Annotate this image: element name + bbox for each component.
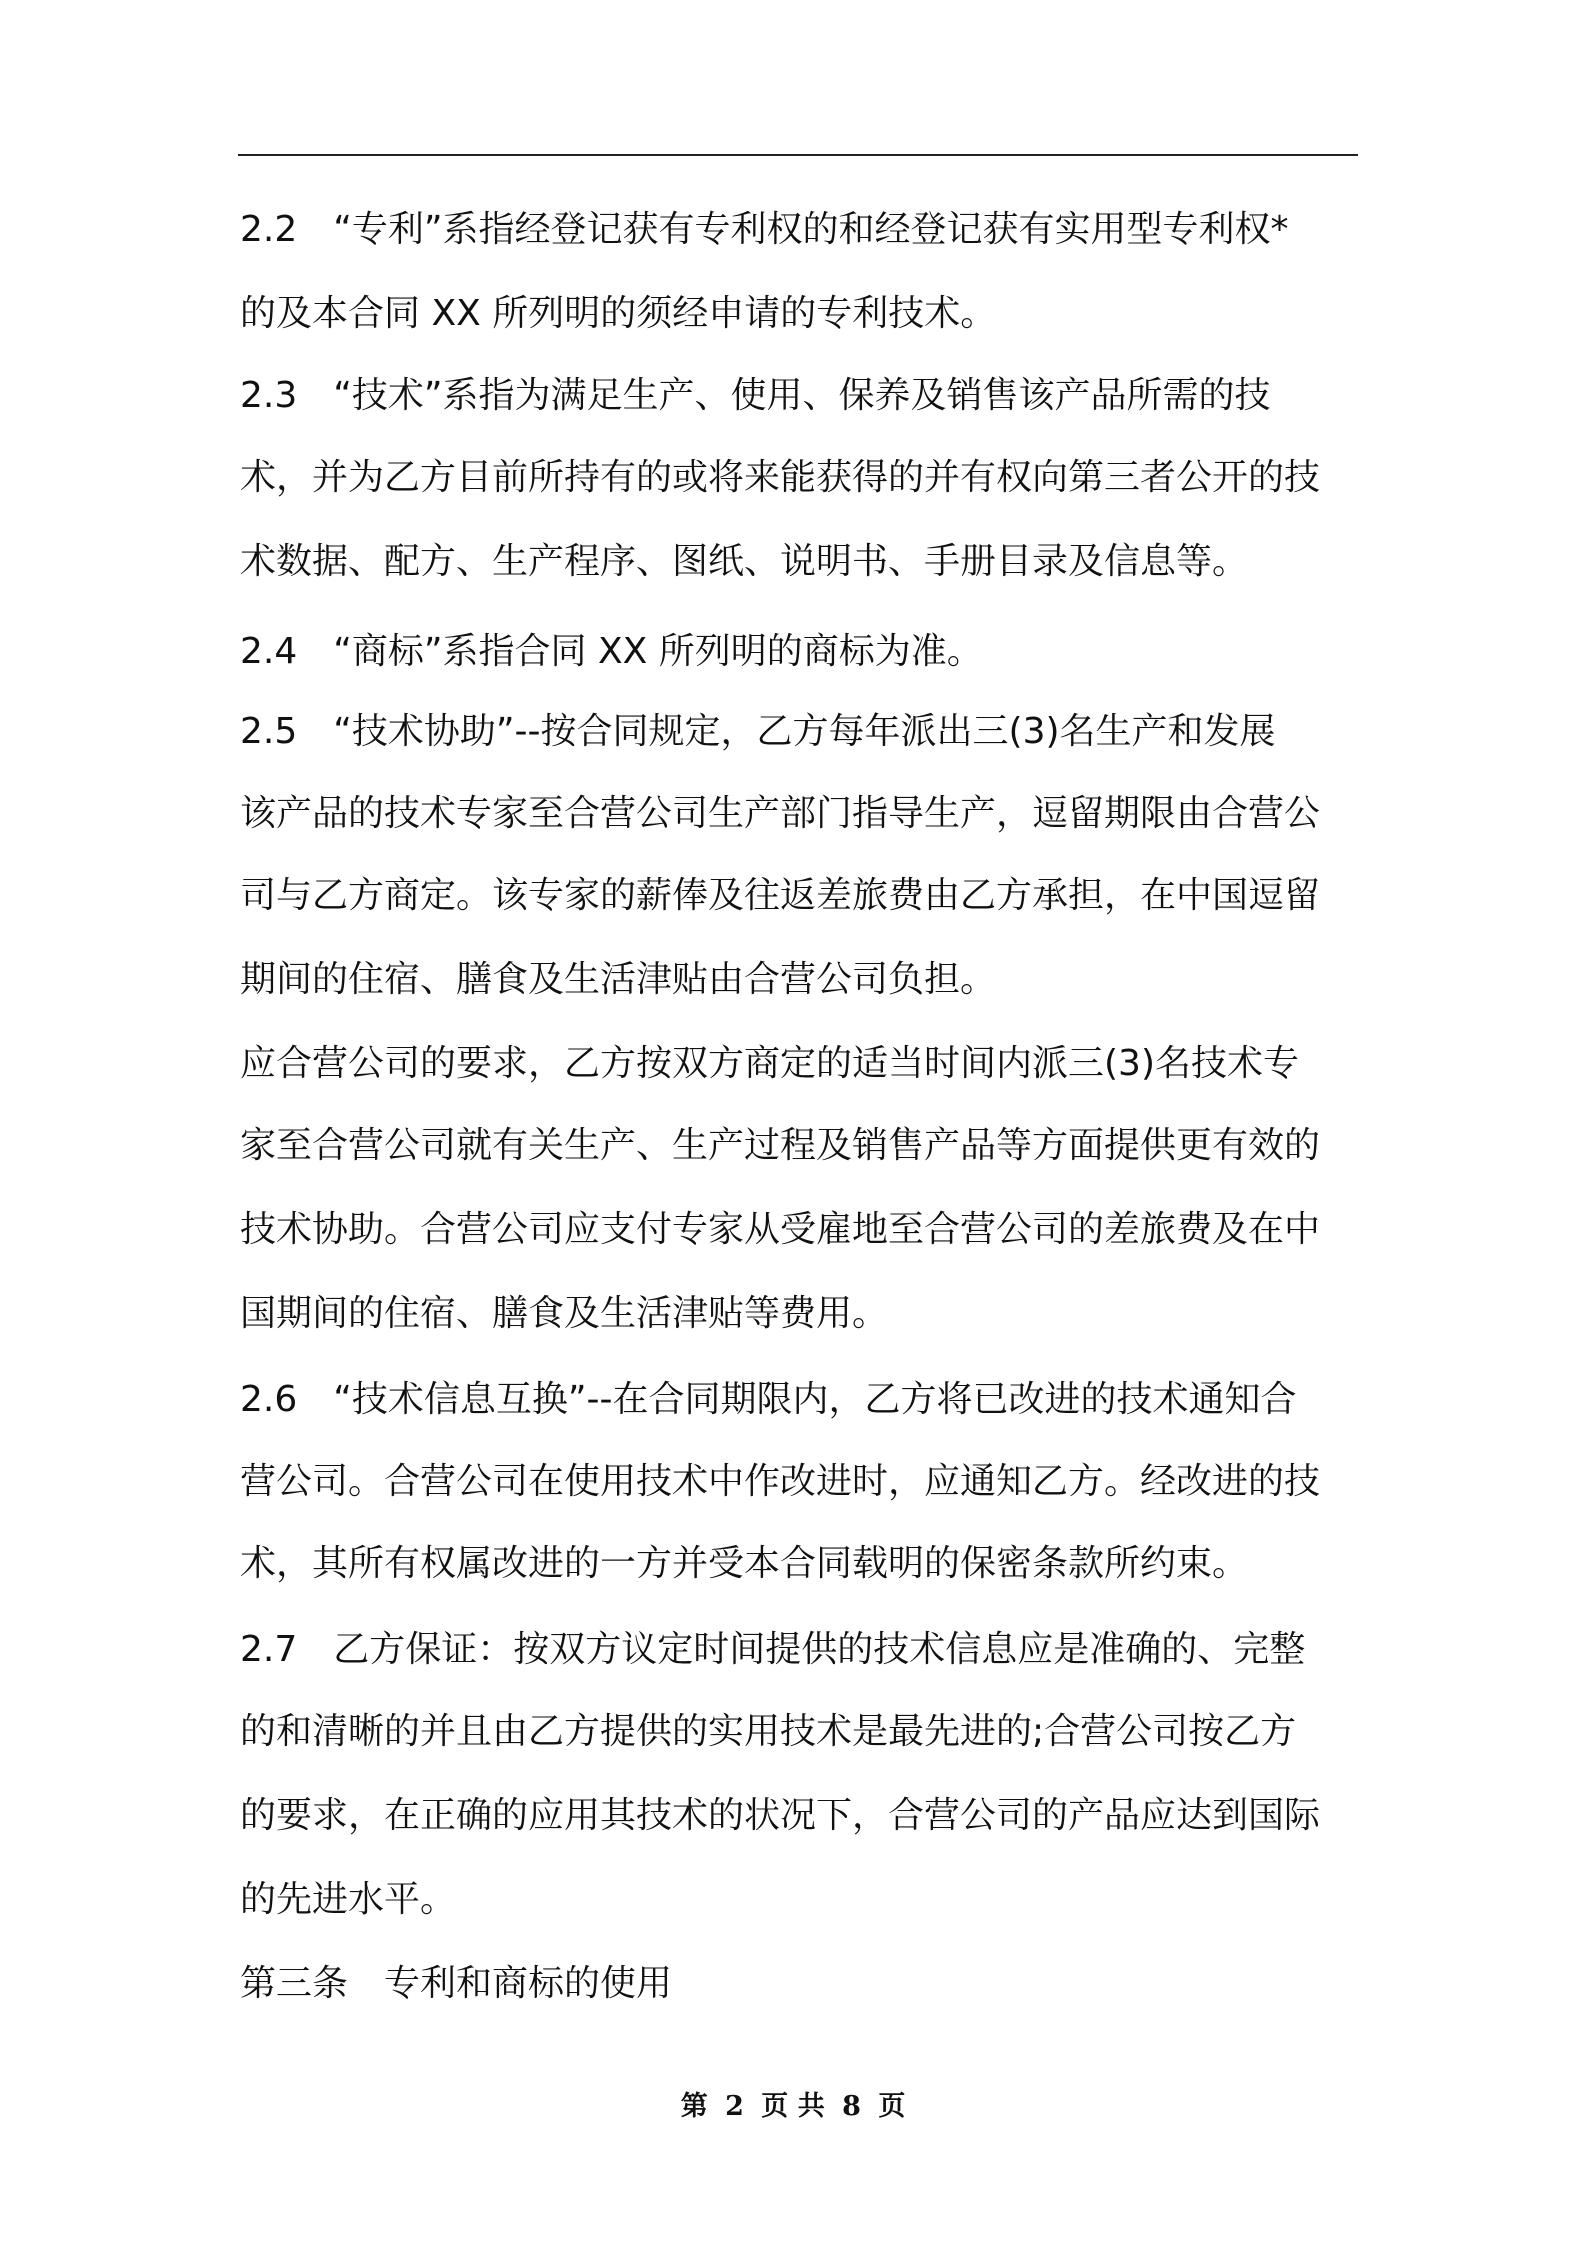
text-line: 术数据、配方、生产程序、图纸、说明书、手册目录及信息等。 [240,541,1249,582]
text-line: 2.2 “专利”系指经登记获有专利权的和经登记获有实用型专利权* [240,209,1289,250]
text-line: 应合营公司的要求，乙方按双方商定的适当时间内派三(3)名技术专 [240,1043,1299,1084]
footer-middle: 页 共 [761,2091,825,2122]
text-line: 国期间的住宿、膳食及生活津贴等费用。 [240,1293,889,1334]
text-line: 的及本合同 XX 所列明的须经申请的专利技术。 [240,293,997,334]
section-heading: 第三条 专利和商标的使用 [240,1963,673,2004]
text-line: 术，其所有权属改进的一方并受本合同载明的保密条款所约束。 [240,1543,1249,1584]
text-line: 家至合营公司就有关生产、生产过程及销售产品等方面提供更有效的 [240,1125,1321,1166]
page-number: 2 [725,2091,744,2122]
text-line: 2.6 “技术信息互换”--在合同期限内，乙方将已改进的技术通知合 [240,1379,1297,1420]
text-line: 2.7 乙方保证：按双方议定时间提供的技术信息应是准确的、完整 [240,1629,1306,1670]
text-line: 司与乙方商定。该专家的薪俸及往返差旅费由乙方承担，在中国逗留 [240,875,1321,916]
header-rule [238,154,1358,156]
text-line: 2.4 “商标”系指合同 XX 所列明的商标为准。 [240,631,983,672]
text-line: 的和清晰的并且由乙方提供的实用技术是最先进的;合营公司按乙方 [240,1711,1297,1752]
text-line: 技术协助。合营公司应支付专家从受雇地至合营公司的差旅费及在中 [240,1209,1321,1250]
page-footer [0,2090,1586,2124]
text-line: 的要求，在正确的应用其技术的状况下，合营公司的产品应达到国际 [240,1795,1321,1836]
text-line: 该产品的技术专家至合营公司生产部门指导生产，逗留期限由合营公 [240,793,1321,834]
footer-suffix: 页 [878,2091,906,2122]
text-line: 术，并为乙方目前所持有的或将来能获得的并有权向第三者公开的技 [240,457,1321,498]
page-total: 8 [842,2091,861,2122]
text-line: 营公司。合营公司在使用技术中作改进时，应通知乙方。经改进的技 [240,1461,1321,1502]
text-line: 期间的住宿、膳食及生活津贴由合营公司负担。 [240,959,997,1000]
text-line: 的先进水平。 [240,1879,457,1920]
footer-prefix: 第 [680,2091,708,2122]
text-line: 2.3 “技术”系指为满足生产、使用、保养及销售该产品所需的技 [240,375,1271,416]
text-line: 2.5 “技术协助”--按合同规定，乙方每年派出三(3)名生产和发展 [240,711,1276,752]
